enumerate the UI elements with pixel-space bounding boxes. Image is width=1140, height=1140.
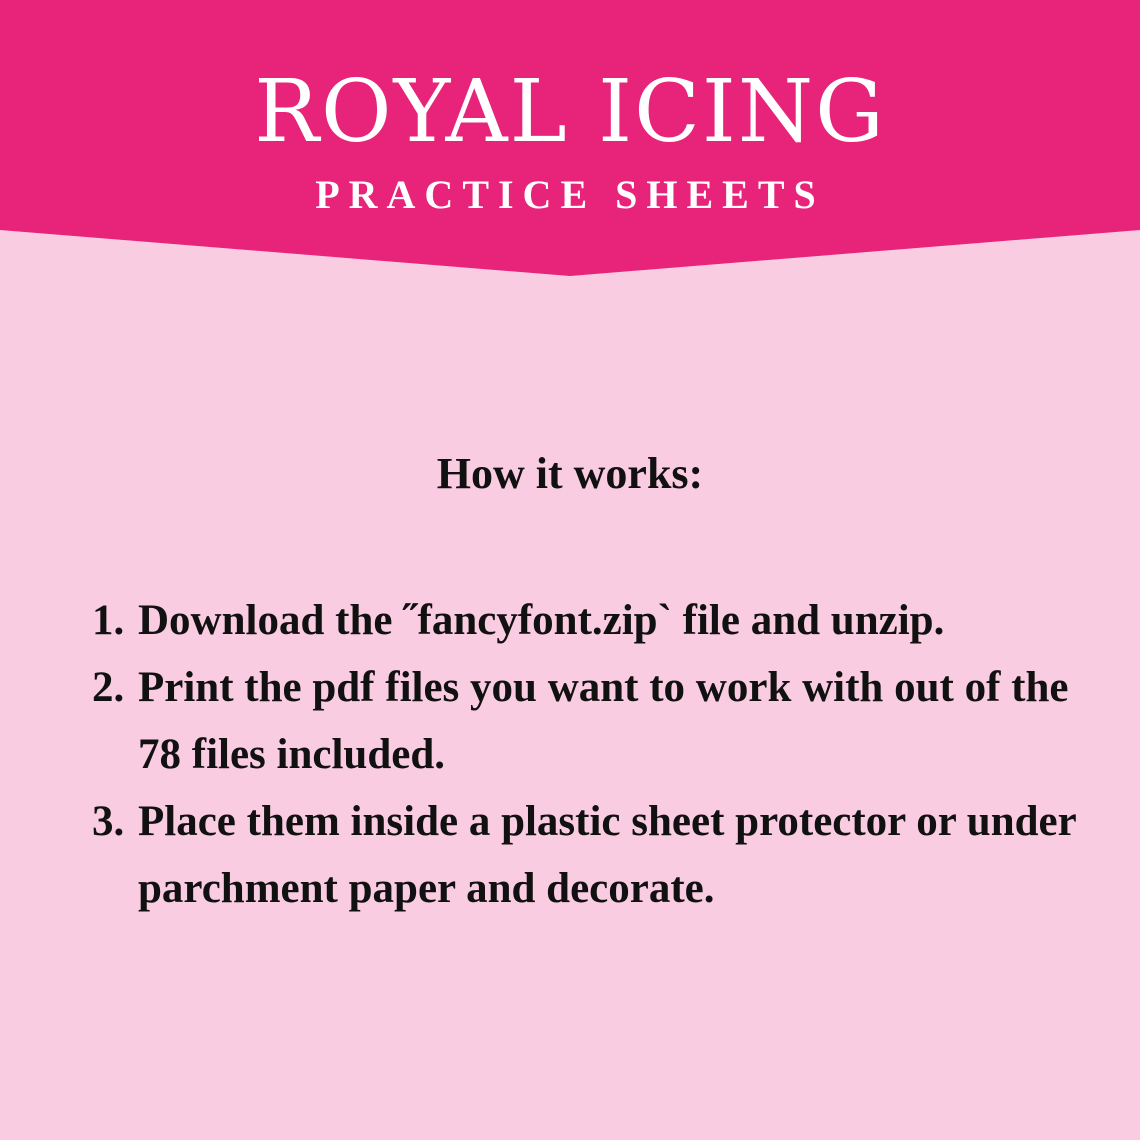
step-number: 3. xyxy=(92,798,125,845)
step-3 xyxy=(92,788,1092,922)
subtitle: PRACTICE SHEETS xyxy=(315,172,825,217)
step-number: 1. xyxy=(92,597,125,644)
section-heading: How it works: xyxy=(436,449,704,498)
steps-list xyxy=(92,587,1092,922)
step-text: Print the pdf files you want to work with out of the 78 files included. xyxy=(138,664,1069,778)
title: ROYAL ICING xyxy=(254,62,886,162)
step-2 xyxy=(92,654,1092,788)
step-1 xyxy=(92,587,1092,654)
step-text: Place them inside a plastic sheet protector or under parchment paper and decorate. xyxy=(138,798,1076,912)
step-number: 2. xyxy=(92,664,125,711)
step-text: Download the ˝fancyfont.zip` file and unzip. xyxy=(138,597,945,644)
